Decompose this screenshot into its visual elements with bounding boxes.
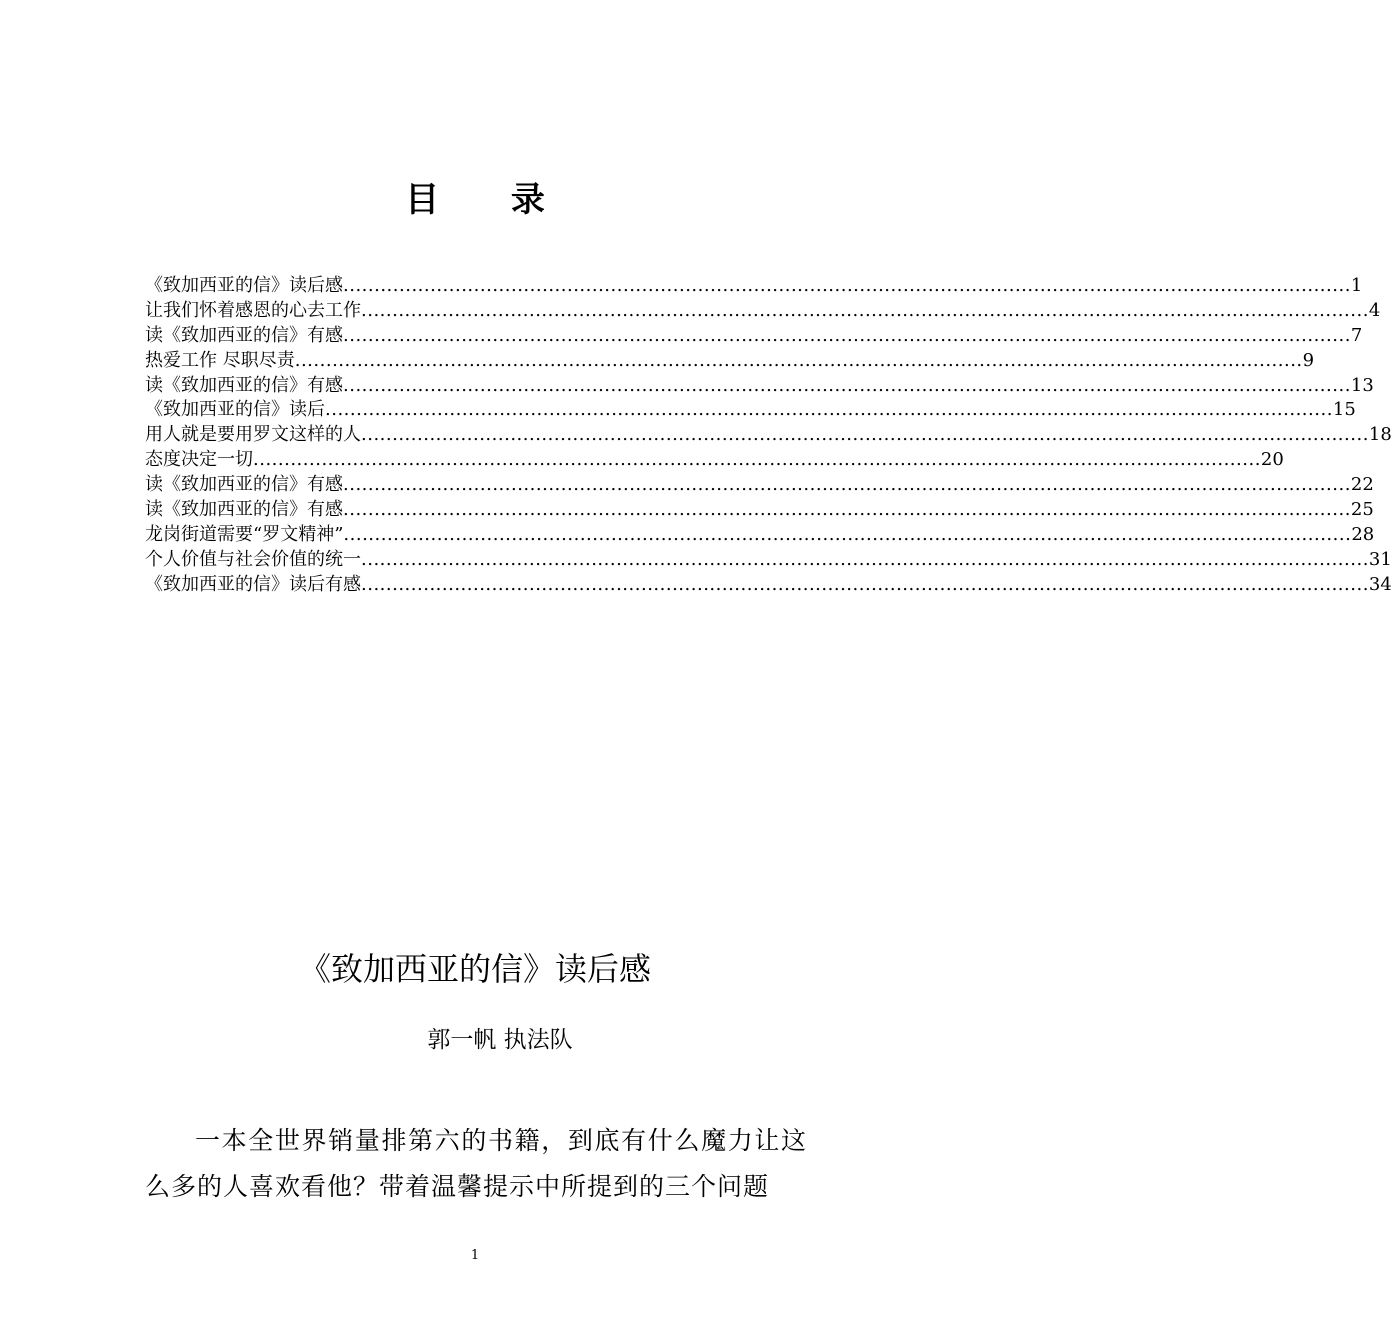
toc-entry-page: 31 bbox=[1368, 548, 1392, 570]
toc-leader-dots: .................................................................................................................................................................. bbox=[325, 399, 1333, 421]
toc-entry[interactable] bbox=[145, 274, 1363, 299]
toc-entry-page: 20 bbox=[1260, 449, 1284, 471]
toc-entry[interactable] bbox=[145, 398, 1356, 423]
toc-entry-page: 28 bbox=[1351, 523, 1375, 545]
toc-entry-page: 15 bbox=[1332, 399, 1356, 421]
toc-entry[interactable] bbox=[145, 299, 1381, 324]
toc-entry-page: 18 bbox=[1368, 424, 1392, 446]
toc-leader-dots: .................................................................................................................................................................. bbox=[343, 523, 1352, 545]
toc-entry-title: 读《致加西亚的信》有感 bbox=[145, 374, 343, 396]
toc-entry[interactable] bbox=[145, 548, 1392, 573]
toc-leader-dots: .................................................................................................................................................................. bbox=[343, 275, 1351, 296]
toc-entry-page: 34 bbox=[1368, 573, 1392, 595]
toc-leader-dots: .................................................................................................................................................................. bbox=[361, 573, 1369, 595]
toc-leader-dots: .................................................................................................................................................................. bbox=[361, 424, 1369, 446]
toc-leader-dots: .................................................................................................................................................................. bbox=[343, 324, 1351, 346]
toc-entry[interactable] bbox=[145, 374, 1374, 399]
toc-entry-title: 读《致加西亚的信》有感 bbox=[145, 499, 343, 521]
toc-leader-dots: .................................................................................................................................................................. bbox=[343, 499, 1351, 521]
toc-entry-page: 22 bbox=[1350, 474, 1374, 496]
toc-entry-title: 用人就是要用罗文这样的人 bbox=[145, 424, 361, 446]
toc-leader-dots: .................................................................................................................................................................. bbox=[253, 449, 1261, 471]
toc-entry-title: 让我们怀着感恩的心去工作 bbox=[145, 299, 361, 321]
toc-leader-dots: .................................................................................................................................................................. bbox=[361, 299, 1369, 321]
toc-entry-title: 《致加西亚的信》读后 bbox=[145, 399, 325, 421]
toc-entry-title: 《致加西亚的信》读后感 bbox=[145, 275, 343, 296]
toc-title: 目 录 bbox=[405, 180, 575, 220]
toc-entry[interactable] bbox=[145, 523, 1375, 548]
toc-entry[interactable] bbox=[145, 324, 1363, 349]
toc-entry-page: 7 bbox=[1350, 324, 1363, 346]
toc-entry-title: 态度决定一切 bbox=[145, 449, 253, 471]
toc-entry[interactable] bbox=[145, 349, 1315, 374]
toc-entry-page: 9 bbox=[1302, 349, 1315, 371]
article-title: 《致加西亚的信》读后感 bbox=[298, 950, 651, 988]
toc-entry-title: 读《致加西亚的信》有感 bbox=[145, 474, 343, 496]
toc-leader-dots: .................................................................................................................................................................. bbox=[343, 374, 1351, 396]
toc-leader-dots: .................................................................................................................................................................. bbox=[294, 349, 1303, 371]
article-author: 郭一帆 执法队 bbox=[427, 1027, 573, 1053]
toc-entry[interactable] bbox=[145, 448, 1284, 473]
toc-entry-title: 个人价值与社会价值的统一 bbox=[145, 548, 361, 570]
toc-entry-page: 4 bbox=[1368, 299, 1381, 321]
page-number: 1 bbox=[470, 1248, 480, 1263]
toc-entry-page: 25 bbox=[1350, 499, 1374, 521]
toc-entry-page: 1 bbox=[1350, 275, 1363, 296]
toc-list bbox=[145, 274, 1392, 598]
toc-entry[interactable] bbox=[145, 473, 1374, 498]
article-paragraph: 一本全世界销量排第六的书籍，到底有什么魔力让这么多的人喜欢看他？带着温馨提示中所提到的三个问题 bbox=[145, 1126, 807, 1201]
toc-entry[interactable] bbox=[145, 423, 1392, 448]
toc-entry[interactable] bbox=[145, 498, 1374, 523]
toc-leader-dots: .................................................................................................................................................................. bbox=[343, 474, 1351, 496]
toc-entry-page: 13 bbox=[1350, 374, 1374, 396]
toc-entry-title: 《致加西亚的信》读后有感 bbox=[145, 573, 361, 595]
toc-entry-title: 读《致加西亚的信》有感 bbox=[145, 324, 343, 346]
toc-entry[interactable] bbox=[145, 573, 1392, 598]
toc-entry-title: 龙岗街道需要“罗文精神” bbox=[145, 523, 344, 545]
toc-entry-title: 热爱工作 尽职尽责 bbox=[145, 349, 295, 371]
toc-leader-dots: .................................................................................................................................................................. bbox=[361, 548, 1369, 570]
